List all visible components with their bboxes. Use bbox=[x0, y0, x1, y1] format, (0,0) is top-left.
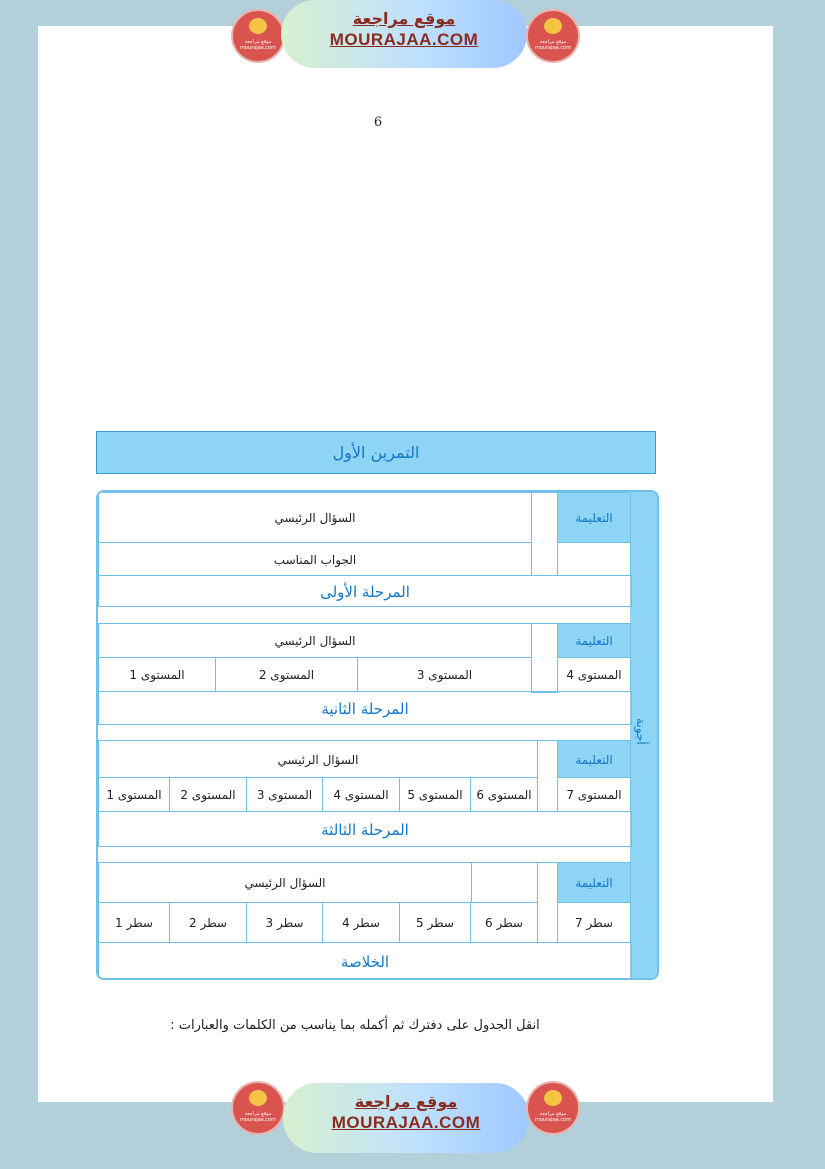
side-label: ﺃﺟﻮﺑﺔ bbox=[634, 718, 648, 745]
block1-empty bbox=[531, 492, 558, 576]
block4-empty-b bbox=[537, 862, 558, 943]
block4-footer: ﺍﻟﺨﻼﺻﺔ bbox=[98, 942, 632, 980]
answer-table bbox=[96, 490, 659, 980]
brand-latin: MOURAJAA.COM bbox=[329, 30, 479, 49]
side-column bbox=[630, 492, 657, 978]
exercise-title-bar: ﺍﻟﺘﻤﺮﻳﻦ ﺍﻷﻭﻝ bbox=[96, 431, 656, 474]
site-logo-bottom[interactable] bbox=[283, 1083, 529, 1153]
right-logo-badge-bottom bbox=[528, 1083, 578, 1133]
block2-top: ﺍﻟﺴﺆﺍﻝ ﺍﻟﺮﺋﻴﺴﻲ bbox=[98, 623, 532, 658]
block1-top: ﺍﻟﺴﺆﺍﻝ ﺍﻟﺮﺋﻴﺴﻲ bbox=[98, 492, 532, 543]
block4-cell-7: ﺳﻄﺮ 7 bbox=[557, 902, 631, 943]
brand-arabic: موقع مراجعة bbox=[354, 1092, 458, 1111]
block3-cell-6: ﺍﻟﻤﺴﺘﻮﻯ 6 bbox=[470, 777, 538, 812]
block4-cell-1: ﺳﻄﺮ 1 bbox=[98, 902, 170, 943]
block3-cell-2: ﺍﻟﻤﺴﺘﻮﻯ 2 bbox=[169, 777, 247, 812]
block4-cell-4: ﺳﻄﺮ 4 bbox=[322, 902, 400, 943]
block1-empty-2 bbox=[557, 542, 631, 576]
block2-label: ﺍﻟﺘﻌﻠﻴﻤﺔ bbox=[557, 623, 631, 658]
left-logo-badge bbox=[233, 11, 283, 61]
badge-text: موقع مراجعة mourajaa.com bbox=[239, 1111, 276, 1123]
page-number: 6 bbox=[373, 115, 383, 130]
block1-footer: ﺍﻟﻤﺮﺣﻠﺔ ﺍﻷﻭﻟﻰ bbox=[98, 575, 632, 607]
block4-cell-2: ﺳﻄﺮ 2 bbox=[169, 902, 247, 943]
block3-cell-7: ﺍﻟﻤﺴﺘﻮﻯ 7 bbox=[557, 777, 631, 812]
site-logo-top[interactable] bbox=[281, 0, 527, 68]
badge-text: موقع مراجعة mourajaa.com bbox=[239, 39, 276, 51]
block4-empty-a bbox=[471, 862, 538, 903]
block2-cell-1: ﺍﻟﻤﺴﺘﻮﻯ 1 bbox=[98, 657, 216, 692]
block4-cell-5: ﺳﻄﺮ 5 bbox=[399, 902, 471, 943]
block3-empty bbox=[537, 740, 558, 812]
brand-arabic: موقع مراجعة bbox=[352, 9, 456, 28]
right-logo-badge bbox=[528, 11, 578, 61]
block4-cell-6: ﺳﻄﺮ 6 bbox=[470, 902, 538, 943]
block3-cell-4: ﺍﻟﻤﺴﺘﻮﻯ 4 bbox=[322, 777, 400, 812]
brand-latin: MOURAJAA.COM bbox=[331, 1113, 481, 1132]
block2-cell-3: ﺍﻟﻤﺴﺘﻮﻯ 3 bbox=[357, 657, 532, 692]
block3-label: ﺍﻟﺘﻌﻠﻴﻤﺔ bbox=[557, 740, 631, 778]
block2-cell-4: ﺍﻟﻤﺴﺘﻮﻯ 4 bbox=[557, 657, 631, 692]
left-logo-badge-bottom bbox=[233, 1083, 283, 1133]
instruction-text: ﺍﻧﻘﻞ ﺍﻟﺠﺪﻭﻝ ﻋﻠﻰ ﺩﻓﺘﺮﻙ ﺛﻢ ﺃﻛﻤﻠﻪ ﺑﻤﺎ ﻳﻨﺎﺳﺐ ﻣﻦ ﺍﻟﻜﻠﻤﺎﺕ ﻭﺍﻟﻌﺒﺎﺭﺍﺕ : bbox=[170, 1018, 540, 1033]
block2-empty bbox=[531, 623, 558, 693]
block4-cell-3: ﺳﻄﺮ 3 bbox=[246, 902, 323, 943]
block3-cell-3: ﺍﻟﻤﺴﺘﻮﻯ 3 bbox=[246, 777, 323, 812]
block4-label: ﺍﻟﺘﻌﻠﻴﻤﺔ bbox=[557, 862, 631, 903]
block3-cell-5: ﺍﻟﻤﺴﺘﻮﻯ 5 bbox=[399, 777, 471, 812]
block3-top: ﺍﻟﺴﺆﺍﻝ ﺍﻟﺮﺋﻴﺴﻲ bbox=[98, 740, 538, 778]
block3-footer: ﺍﻟﻤﺮﺣﻠﺔ ﺍﻟﺜﺎﻟﺜﺔ bbox=[98, 811, 632, 847]
block2-footer: ﺍﻟﻤﺮﺣﻠﺔ ﺍﻟﺜﺎﻧﻴﺔ bbox=[98, 691, 632, 725]
badge-text: موقع مراجعة mourajaa.com bbox=[534, 1111, 571, 1123]
block1-row: ﺍﻟﺠﻮﺍﺏ ﺍﻟﻤﻨﺎﺳﺐ bbox=[98, 542, 532, 576]
block1-label: ﺍﻟﺘﻌﻠﻴﻤﺔ bbox=[557, 492, 631, 543]
badge-text: موقع مراجعة mourajaa.com bbox=[534, 39, 571, 51]
block2-cell-2: ﺍﻟﻤﺴﺘﻮﻯ 2 bbox=[215, 657, 358, 692]
block4-top: ﺍﻟﺴﺆﺍﻝ ﺍﻟﺮﺋﻴﺴﻲ bbox=[98, 862, 472, 903]
block3-cell-1: ﺍﻟﻤﺴﺘﻮﻯ 1 bbox=[98, 777, 170, 812]
